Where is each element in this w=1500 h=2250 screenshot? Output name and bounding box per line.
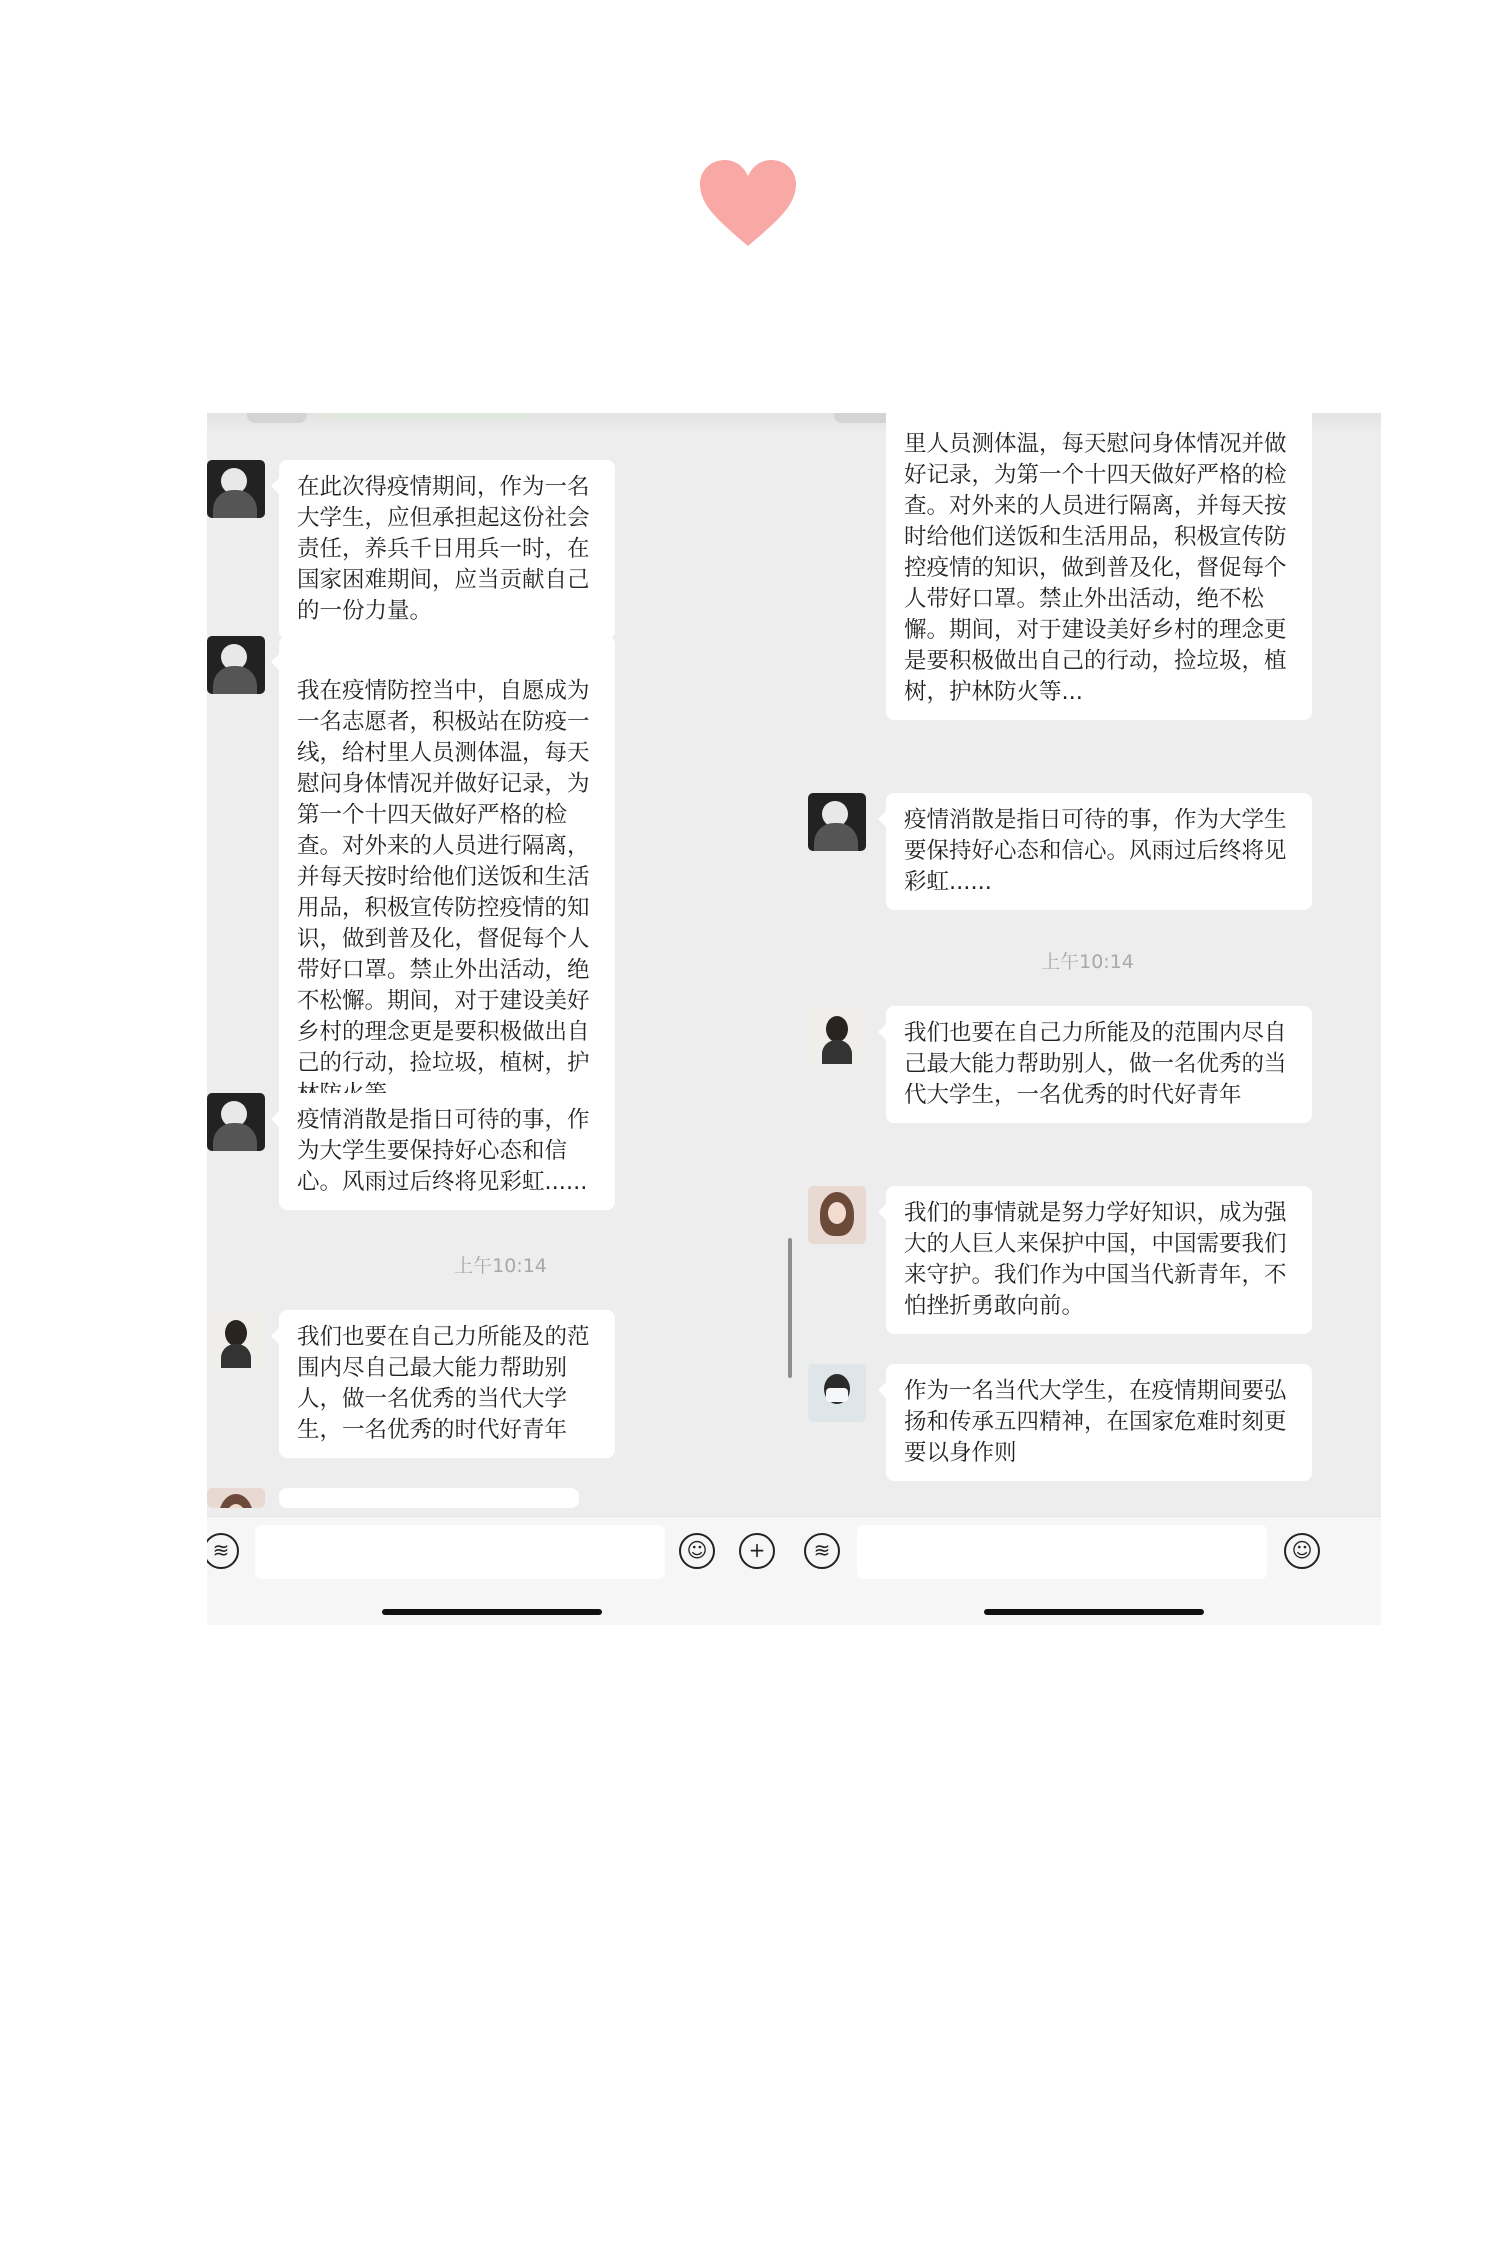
avatar[interactable] bbox=[808, 1006, 866, 1064]
avatar[interactable] bbox=[207, 1093, 265, 1151]
home-indicator[interactable] bbox=[984, 1609, 1204, 1615]
timestamp: 上午10:14 bbox=[1041, 951, 1134, 973]
message-bubble[interactable]: 我们的事情就是努力学好知识，成为强大的人巨人来保护中国，中国需要我们来守护。我们作为中国当代新青年，不怕挫折勇敢向前。 bbox=[886, 1186, 1312, 1334]
message-bubble[interactable]: 作为一名当代大学生，在疫情期间要弘扬和传承五四精神，在国家危难时刻更要以身作则 bbox=[886, 1364, 1312, 1481]
avatar[interactable] bbox=[207, 460, 265, 518]
plus-icon[interactable]: + bbox=[739, 1533, 775, 1569]
message-input[interactable] bbox=[857, 1525, 1267, 1579]
voice-icon[interactable]: ≋ bbox=[804, 1533, 840, 1569]
avatar[interactable] bbox=[207, 1488, 265, 1508]
message-bubble[interactable]: 我们也要在自己力所能及的范围内尽自己最大能力帮助别人，做一名优秀的当代大学生，一名优秀的时代好青年 bbox=[886, 1006, 1312, 1123]
scrollbar[interactable] bbox=[788, 1238, 792, 1378]
emoji-icon[interactable]: ☺ bbox=[679, 1533, 715, 1569]
message-bubble[interactable]: 里人员测体温，每天慰问身体情况并做好记录，为第一个十四天做好严格的检查。对外来的人员进行隔离，并每天按时给他们送饭和生活用品，积极宣传防控疫情的知识，做到普及化，督促每个人带好口罩。禁止外出活动，绝不松懈。期间，对于建设美好乡村的理念更是要积极做出自己的行动，捡垃圾，植树，护林防火等... bbox=[886, 413, 1312, 720]
home-indicator[interactable] bbox=[382, 1609, 602, 1615]
chat-input-bar bbox=[794, 1516, 1381, 1625]
heart-icon bbox=[698, 158, 798, 250]
message-bubble[interactable]: 疫情消散是指日可待的事，作为大学生要保持好心态和信心。风雨过后终将见彩虹...... bbox=[279, 1093, 615, 1210]
avatar[interactable] bbox=[207, 1310, 265, 1368]
header-remnant bbox=[207, 413, 794, 433]
message-input[interactable] bbox=[255, 1525, 665, 1579]
chat-input-bar bbox=[207, 1516, 794, 1625]
message-bubble[interactable]: 疫情消散是指日可待的事，作为大学生要保持好心态和信心。风雨过后终将见彩虹...... bbox=[886, 793, 1312, 910]
timestamp: 上午10:14 bbox=[454, 1255, 547, 1277]
avatar[interactable] bbox=[808, 1364, 866, 1422]
message-bubble[interactable]: 我在疫情防控当中，自愿成为一名志愿者，积极站在防疫一线，给村里人员测体温，每天慰问身体情况并做好记录，为第一个十四天做好严格的检查。对外来的人员进行隔离，并每天按时给他们送饭和生活用品，积极宣传防控疫情的知识，做到普及化，督促每个人带好口罩。禁止外出活动，绝不松懈。期间，对于建设美好乡村的理念更是要积极做出自己的行动，捡垃圾，植树，护 bbox=[279, 636, 615, 1122]
avatar[interactable] bbox=[808, 1186, 866, 1244]
chat-screenshot-left bbox=[207, 413, 794, 1625]
message-bubble-partial[interactable] bbox=[279, 1488, 579, 1508]
message-bubble[interactable]: 我们也要在自己力所能及的范围内尽自己最大能力帮助别人，做一名优秀的当代大学生，一名优秀的时代好青年 bbox=[279, 1310, 615, 1458]
emoji-icon[interactable]: ☺ bbox=[1284, 1533, 1320, 1569]
avatar[interactable] bbox=[808, 793, 866, 851]
message-bubble[interactable]: 在此次得疫情期间，作为一名大学生，应但承担起这份社会责任，养兵千日用兵一时，在国家困难期间，应当贡献自己的一份力量。 bbox=[279, 460, 615, 639]
avatar[interactable] bbox=[207, 636, 265, 694]
chat-screenshot-right bbox=[794, 413, 1381, 1625]
voice-icon[interactable]: ≋ bbox=[207, 1533, 239, 1569]
